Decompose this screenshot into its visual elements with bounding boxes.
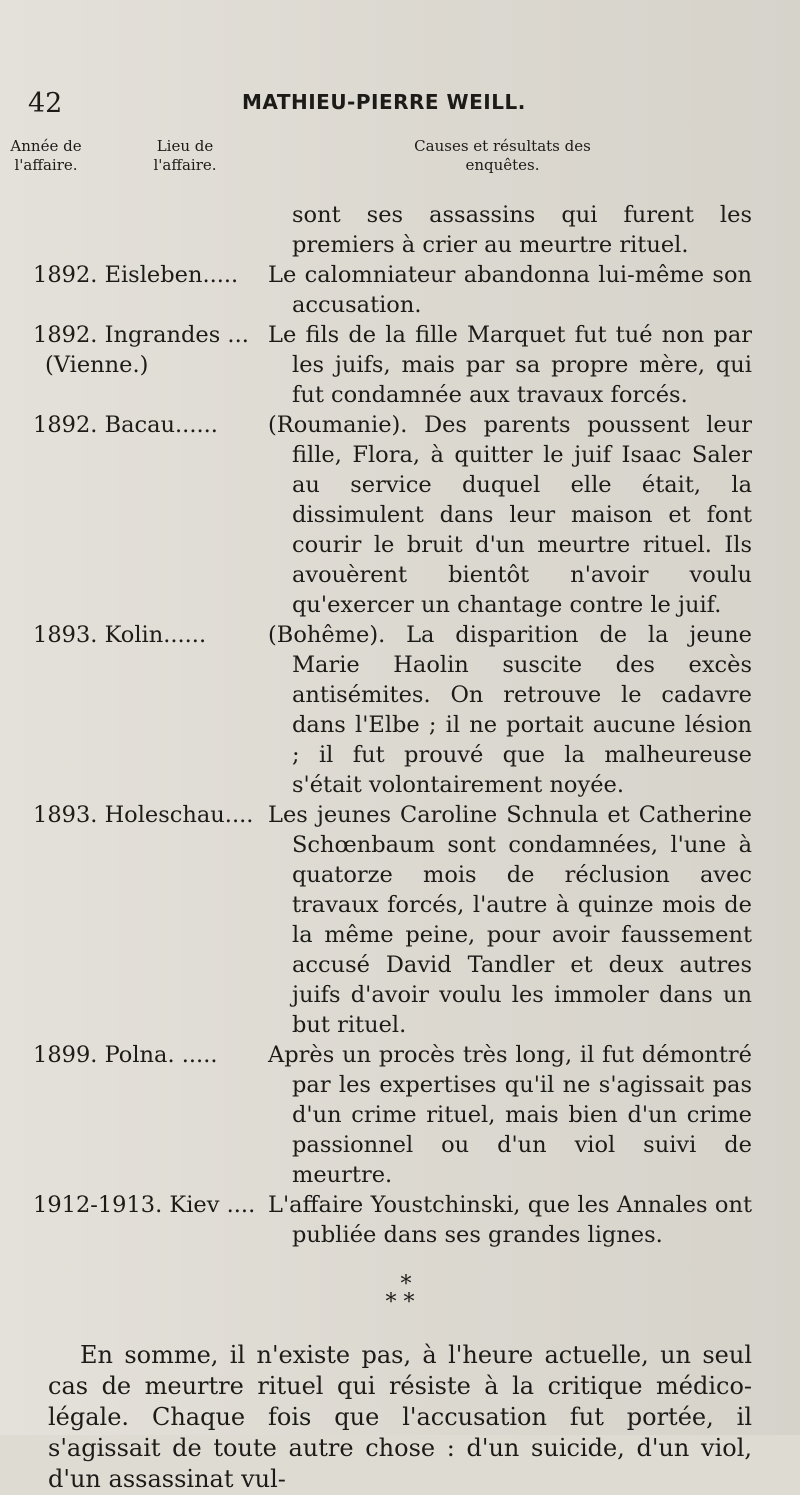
entry-text: Le calomniateur abandonna lui-même son accusation.: [268, 262, 752, 318]
entry-kolin: [0, 620, 800, 800]
entry-label: 1892. Ingrandes ...: [33, 322, 249, 348]
entry-label: 1892. Eisleben.....: [33, 262, 239, 288]
entry-text: (Roumanie). Des parents poussent leur fille, Flora, à quitter le juif Isaac Saler au service duquel elle était, la dissimulent dans leur maison et font courir le bruit d'un meurtre rituel. Ils avouèrent bientôt n'avoir voulu qu'exercer un chantage contre le juif.: [268, 412, 752, 618]
closing-text: En somme, il n'existe pas, à l'heure actuelle, un seul cas de meurtre rituel qui résiste à la critique médico-légale. Chaque fois que l'accusation fut portée, il s'agissait de toute autre chose : d'un suicide, d'un viol, d'un assassinat vul-: [48, 1341, 752, 1493]
entry-ingrandes: [0, 320, 800, 410]
entry-eisleben: [0, 260, 800, 320]
entry-text: L'affaire Youstchinski, que les Annales ont publiée dans ses grandes lignes.: [268, 1192, 752, 1248]
entry-text-run: sont ses assassins qui furent les premiers à crier au meurtre rituel.: [292, 202, 752, 258]
entry-label: 1899. Polna. .....: [33, 1042, 218, 1068]
page-header: [28, 88, 548, 124]
entry-label: 1912-1913. Kiev ....: [33, 1192, 256, 1218]
column-header-place: Lieu de l'affaire.: [153, 137, 217, 174]
column-header-year: Année de l'affaire.: [10, 137, 82, 174]
closing-paragraph: [48, 1340, 752, 1495]
entry-holeschau: [0, 800, 800, 1040]
column-header-causes: Causes et résultats des enquêtes.: [414, 137, 591, 174]
entry-kiev: [0, 1190, 800, 1250]
entry-bacau: [0, 410, 800, 620]
entry-polna: [0, 1040, 800, 1190]
entry-text: [292, 200, 752, 260]
entry-label: 1893. Kolin......: [33, 622, 207, 648]
running-head: MATHIEU-PIERRE WEILL.: [242, 90, 526, 114]
entry-text: Après un procès très long, il fut démontré par les expertises qu'il ne s'agissait pas d'un crime rituel, mais bien d'un crime passionnel ou d'un viol suivi de meurtre.: [268, 1042, 752, 1188]
entry-text: (Bohême). La disparition de la jeune Marie Haolin suscite des excès antisémites. On retrouve le cadavre dans l'Elbe ; il ne portait aucune lésion ; il fut prouvé que la malheureuse s'était volontairement noyée.: [268, 622, 752, 798]
entry-label: 1892. Bacau......: [33, 412, 218, 438]
entry-text: Les jeunes Caroline Schnula et Catherine Schœnbaum sont condamnées, l'une à quatorze mois de réclusion avec travaux forcés, l'autre à quinze mois de la même peine, pour avoir faussement accusé David Tandler et deux autres juifs d'avoir voulu les immoler dans un but rituel.: [268, 802, 752, 1038]
page-number: 42: [28, 88, 63, 119]
separator-top-star: *: [400, 1272, 412, 1297]
section-separator: [0, 1272, 800, 1315]
column-headers: [0, 137, 800, 197]
separator-stars: * *: [385, 1290, 415, 1315]
entry-0: [0, 200, 800, 260]
entry-text: Le fils de la fille Marquet fut tué non par les juifs, mais par sa propre mère, qui fut condamnée aux travaux forcés.: [268, 322, 752, 408]
entry-label: 1893. Holeschau....: [33, 802, 254, 828]
entry-sublabel: (Vienne.): [45, 352, 149, 378]
main-text: [0, 200, 800, 1495]
